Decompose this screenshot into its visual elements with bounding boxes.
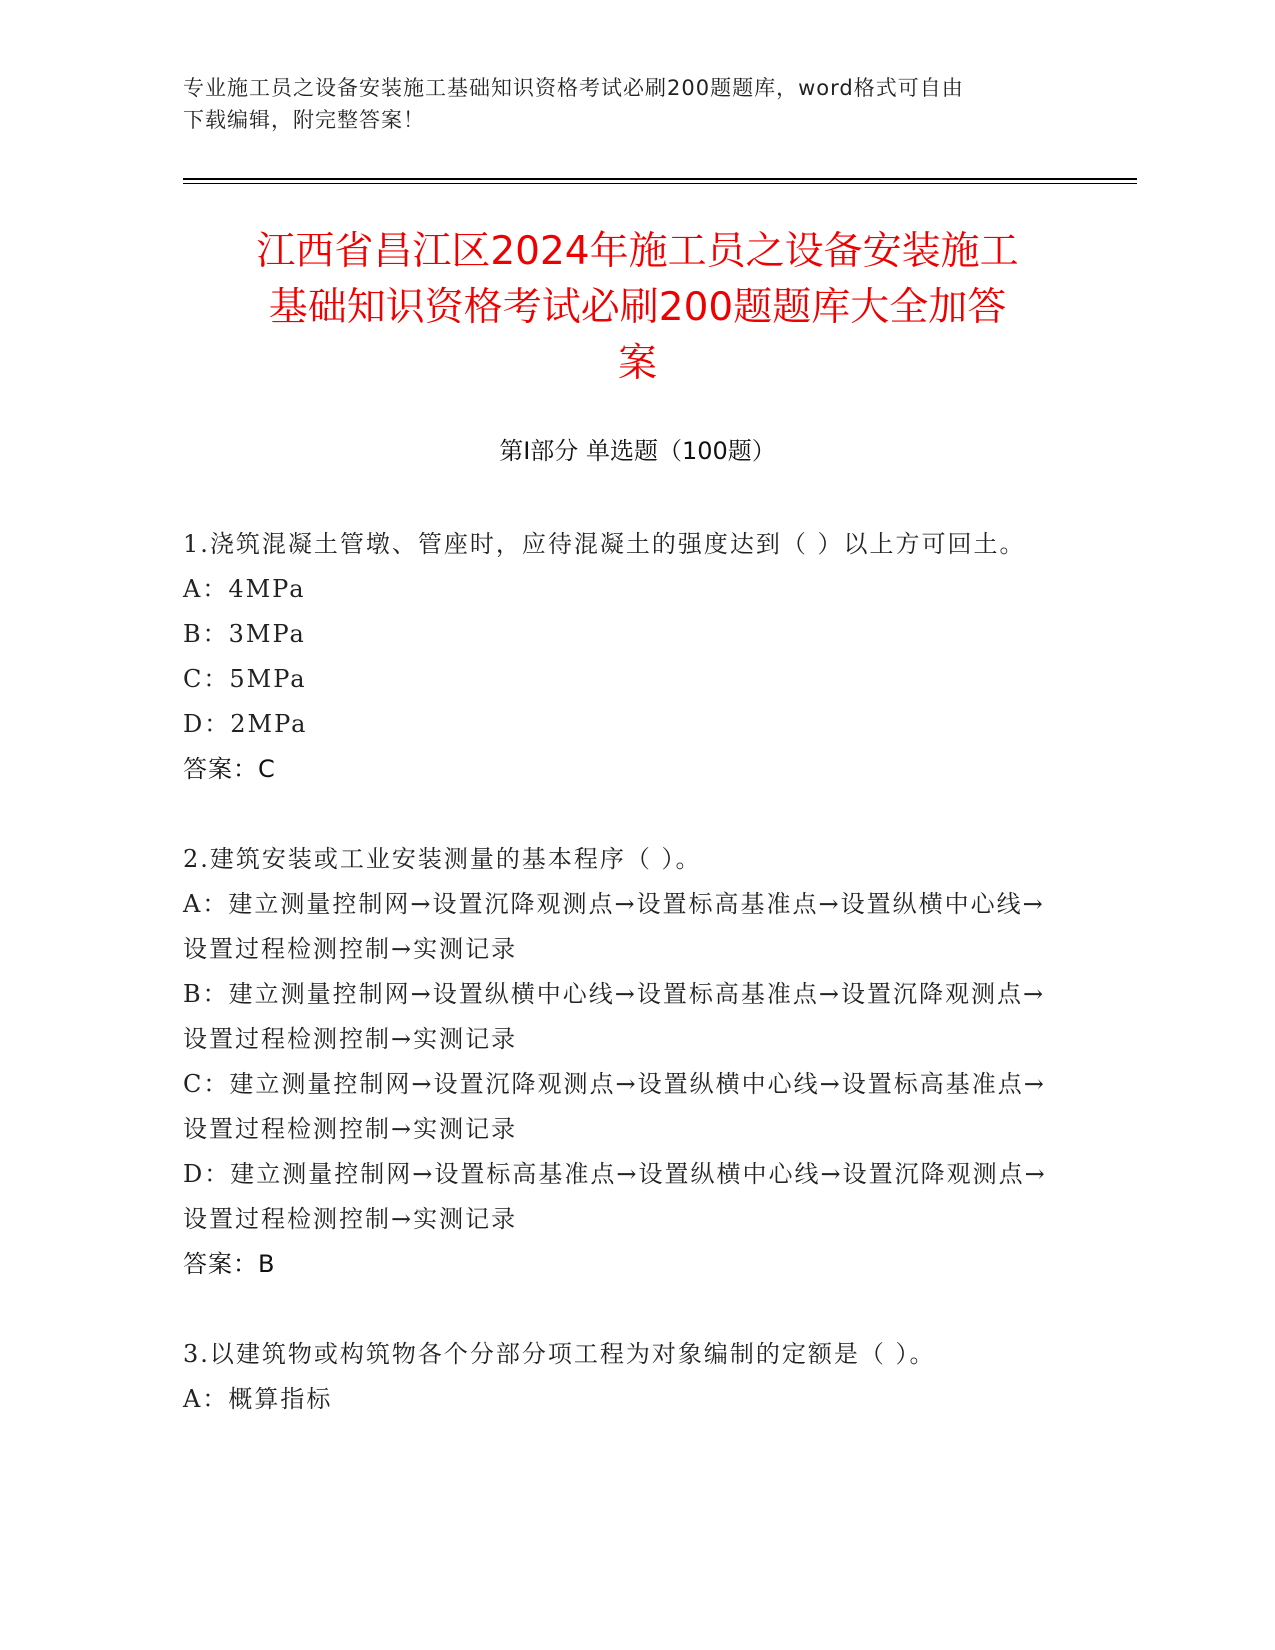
header-note bbox=[183, 72, 1063, 136]
section-heading: 第Ⅰ部分 单选题（100题） bbox=[499, 437, 776, 465]
document-title-line-3: 案 bbox=[617, 341, 657, 386]
question-stem: 1.浇筑混凝土管墩、管座时，应待混凝土的强度达到（ ）以上方可回土。 bbox=[183, 530, 1026, 558]
option-d: D：建立测量控制网→设置标高基准点→设置纵横中心线→设置沉降观测点→设置过程检测控制→实测记录 bbox=[183, 1160, 1047, 1233]
answer-line: 答案：C bbox=[183, 755, 276, 783]
option-b: B：3MPa bbox=[183, 620, 306, 648]
question-list bbox=[183, 522, 1063, 1422]
option-b: B：建立测量控制网→设置纵横中心线→设置标高基准点→设置沉降观测点→设置过程检测控制→实测记录 bbox=[183, 980, 1046, 1053]
document-title-line-2: 基础知识资格考试必刷200题题库大全加答 bbox=[268, 285, 1007, 330]
option-c: C：建立测量控制网→设置沉降观测点→设置纵横中心线→设置标高基准点→设置过程检测控制→实测记录 bbox=[183, 1070, 1046, 1143]
option-a: A：建立测量控制网→设置沉降观测点→设置标高基准点→设置纵横中心线→设置过程检测控制→实测记录 bbox=[183, 890, 1045, 963]
question-stem: 3.以建筑物或构筑物各个分部分项工程为对象编制的定额是（ ）。 bbox=[183, 1340, 936, 1368]
option-a: A：4MPa bbox=[183, 575, 306, 603]
header-divider-thin bbox=[183, 183, 1137, 184]
option-d: D：2MPa bbox=[183, 710, 308, 738]
option-c: C：5MPa bbox=[183, 665, 307, 693]
answer-line: 答案：B bbox=[183, 1250, 276, 1278]
header-note-line-1: 专业施工员之设备安装施工基础知识资格考试必刷200题题库，word格式可自由 bbox=[183, 76, 964, 100]
question-3 bbox=[183, 1332, 1063, 1422]
document-title bbox=[150, 224, 1125, 392]
question-1 bbox=[183, 522, 1063, 792]
option-a: A：概算指标 bbox=[183, 1385, 333, 1413]
question-2 bbox=[183, 837, 1063, 1287]
header-note-line-2: 下载编辑，附完整答案！ bbox=[183, 108, 425, 132]
question-stem: 2.建筑安装或工业安装测量的基本程序（ ）。 bbox=[183, 845, 702, 873]
document-title-line-1: 江西省昌江区2024年施工员之设备安装施工 bbox=[256, 229, 1019, 274]
header-divider-thick bbox=[183, 178, 1137, 180]
